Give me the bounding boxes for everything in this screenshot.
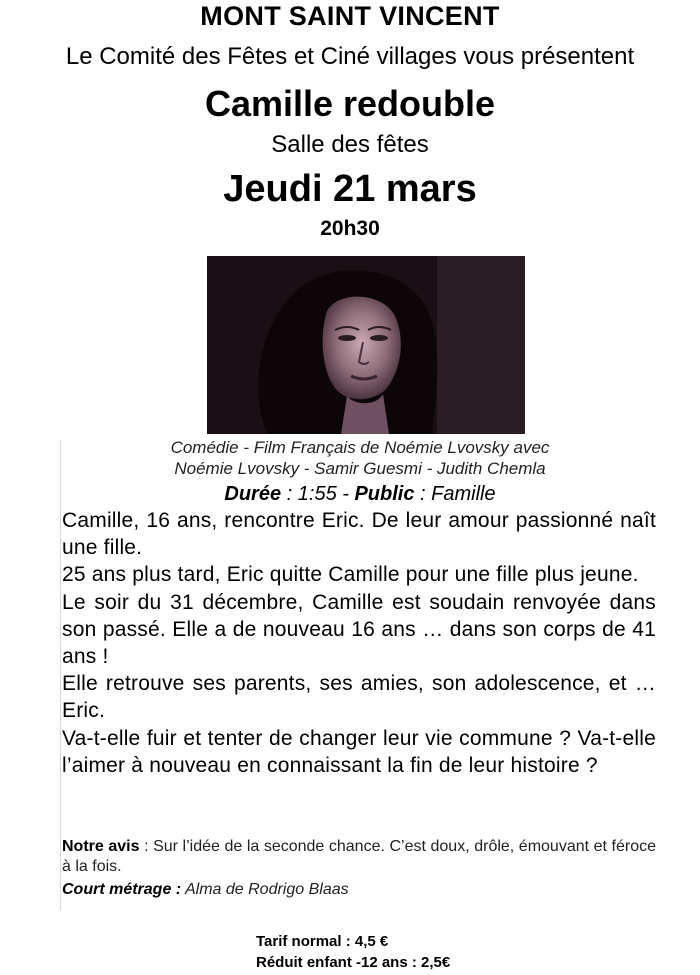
review-note — [62, 837, 656, 877]
synopsis-paragraph: Le soir du 31 décembre, Camille est soudain renvoyée dans son passé. Elle a de nouveau 16 ans … dans son corps de 41 ans ! — [62, 590, 656, 669]
synopsis-paragraph: Va-t-elle fuir et tenter de changer leur vie commune ? Va-t-elle l’aimer à nouveau en connaissant la fin de leur histoire ? — [62, 726, 656, 777]
synopsis-paragraph: 25 ans plus tard, Eric quitte Camille pour une fille plus jeune. — [62, 563, 639, 587]
synopsis — [62, 507, 656, 779]
short-film-label: Court métrage : — [62, 881, 182, 898]
public-label: Public — [354, 483, 415, 505]
price-normal: Tarif normal : 4,5 € — [256, 933, 389, 950]
credits-line-cast: Noémie Lvovsky - Samir Guesmi - Judith Chemla — [174, 459, 546, 478]
scan-edge-line — [60, 440, 61, 910]
credits-line-genre-director: Comédie - Film Français de Noémie Lvovsky avec — [170, 438, 550, 457]
venue: Salle des fêtes — [271, 131, 429, 158]
review-text: : Sur l’idée de la seconde chance. C’est doux, drôle, émouvant et féroce à la fois. — [62, 838, 657, 875]
review-label: Notre avis — [62, 838, 140, 855]
synopsis-paragraph: Camille, 16 ans, rencontre Eric. De leur amour passionné naît une fille. — [62, 509, 656, 560]
presenters-line: Le Comité des Fêtes et Ciné villages vous présentent — [65, 43, 635, 70]
film-still-photo — [207, 256, 525, 434]
place-heading: MONT SAINT VINCENT — [200, 1, 500, 31]
portrait-illustration — [207, 256, 525, 434]
public-value: : Famille — [414, 483, 496, 505]
short-film-title: Alma de Rodrigo Blaas — [181, 881, 349, 898]
duration-value: : 1:55 - — [281, 483, 355, 505]
duration-label: Durée — [224, 483, 282, 505]
short-film-note — [62, 879, 656, 901]
film-meta — [62, 481, 658, 507]
screening-date: Jeudi 21 mars — [223, 168, 477, 210]
film-title: Camille redouble — [204, 83, 496, 124]
synopsis-paragraph: Elle retrouve ses parents, ses amies, son adolescence, et … Eric. — [62, 672, 656, 723]
screening-time: 20h30 — [320, 217, 380, 240]
price-reduced: Réduit enfant -12 ans : 2,5€ — [256, 954, 451, 971]
